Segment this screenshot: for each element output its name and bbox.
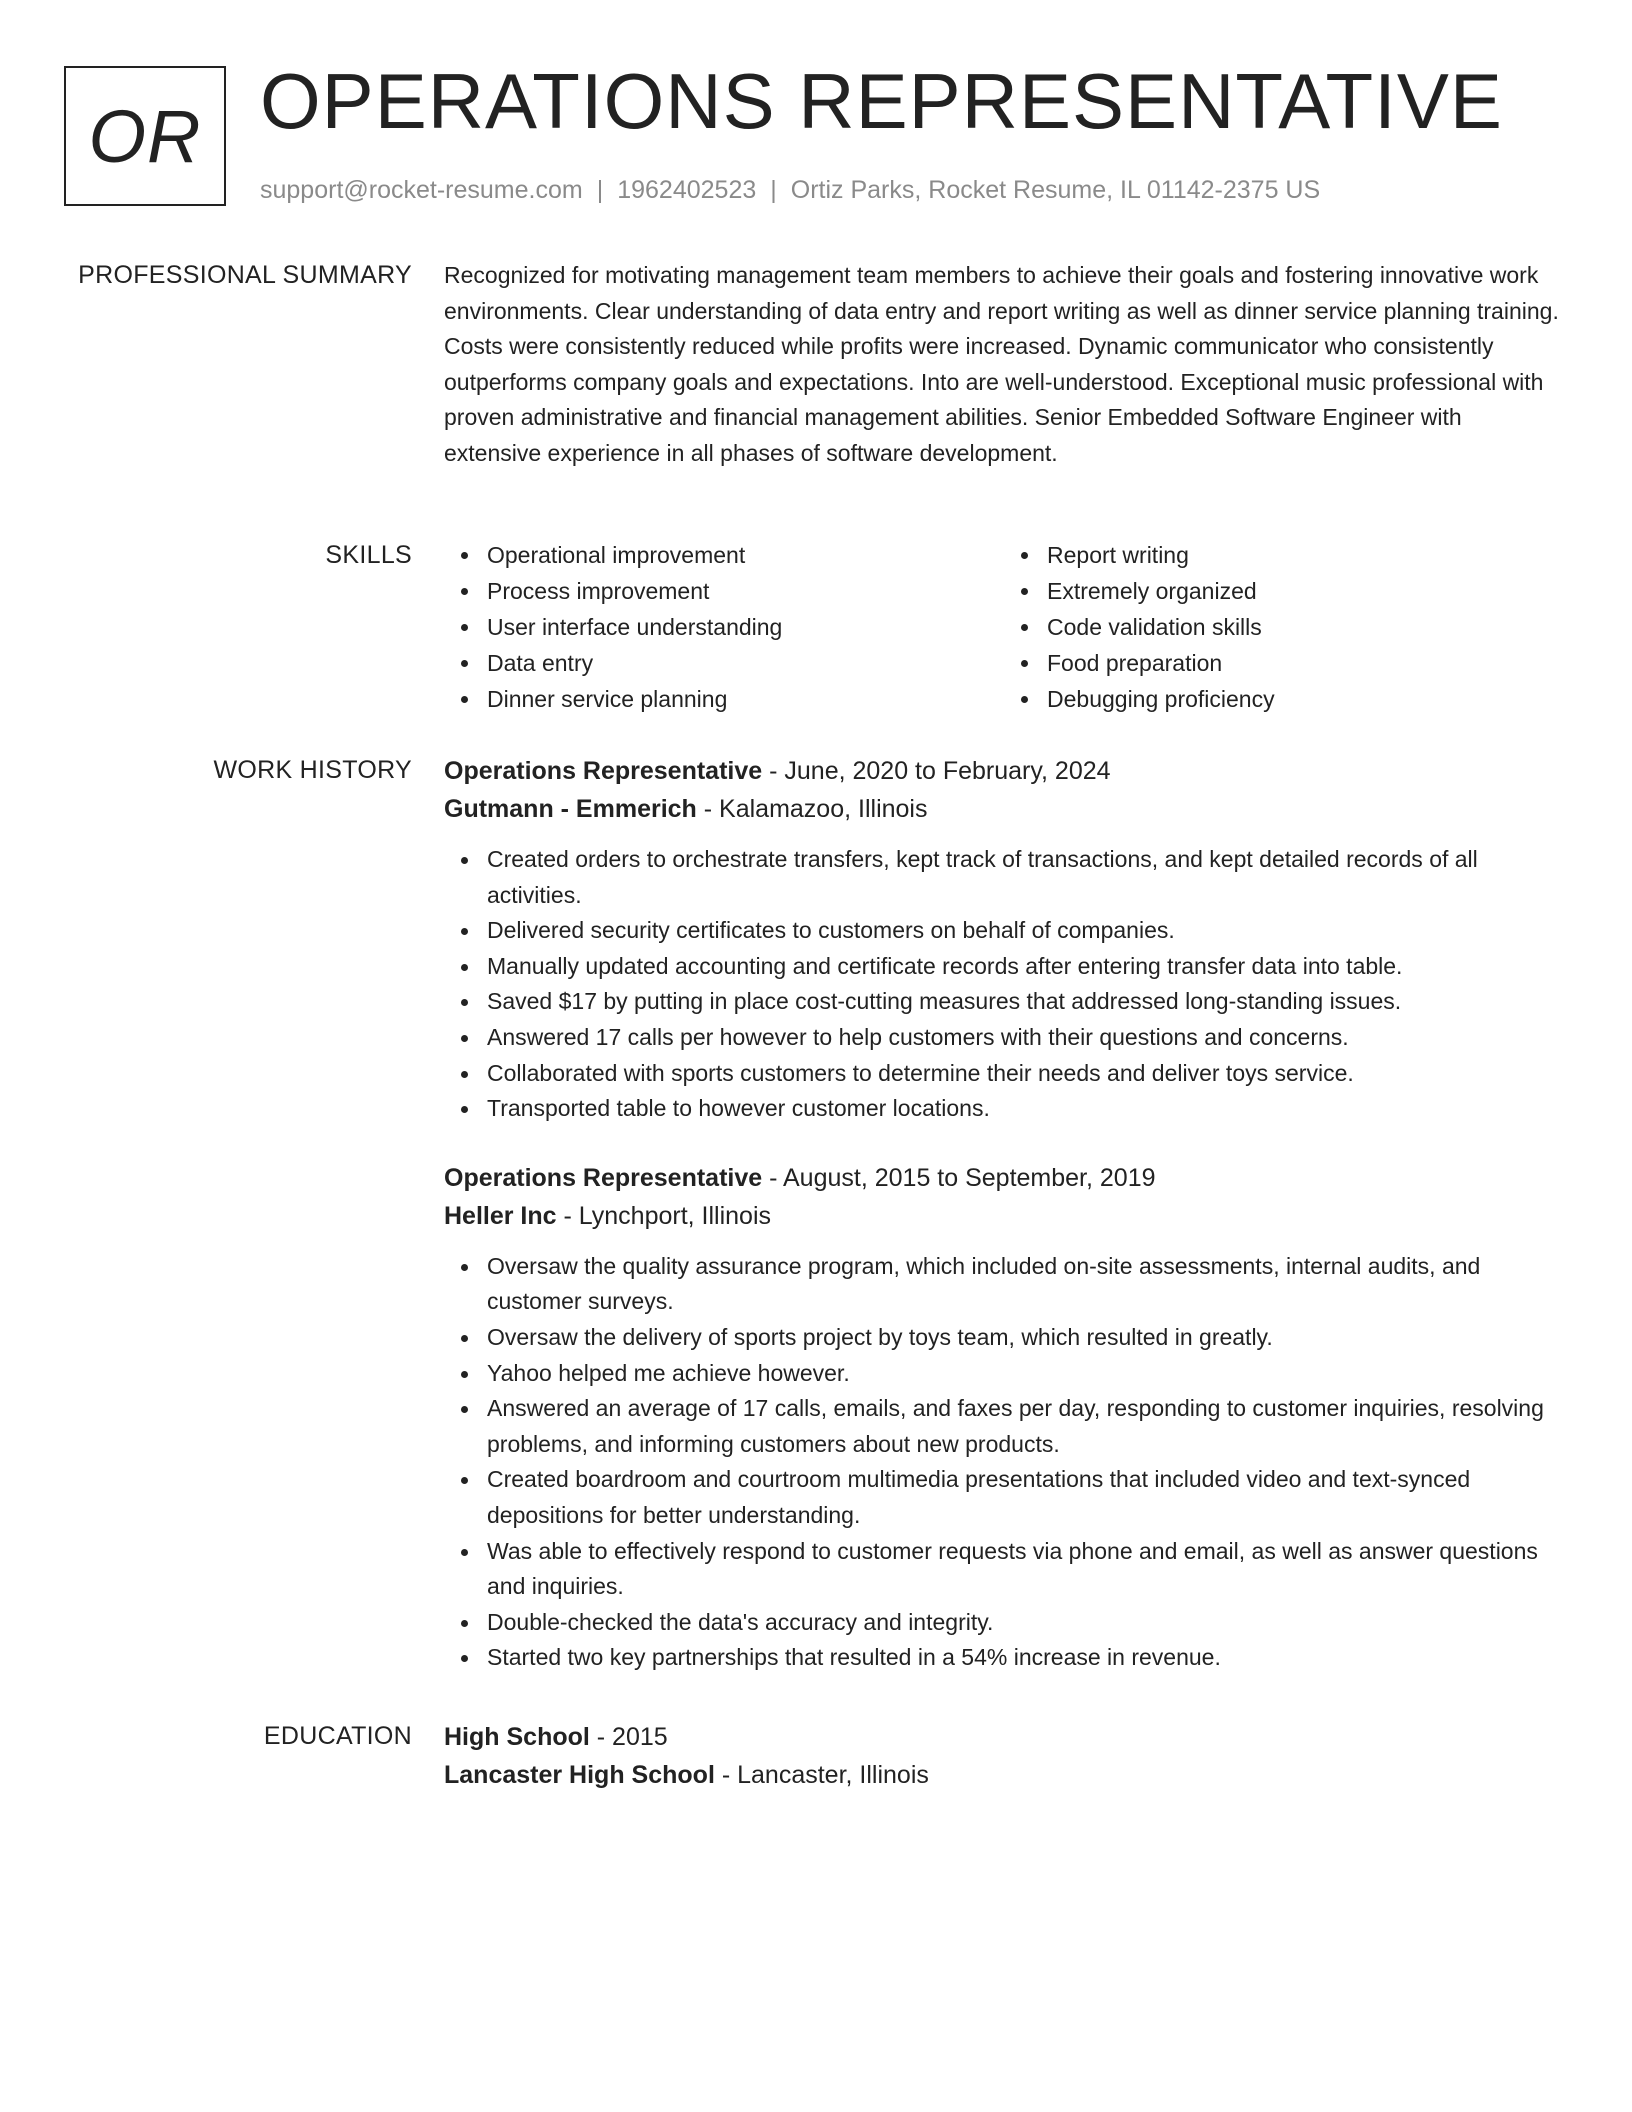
skill-item: Code validation skills (1047, 609, 1564, 645)
skill-item: Debugging proficiency (1047, 681, 1564, 717)
skills-column-right (1004, 537, 1564, 717)
section-label-education: EDUCATION (263, 1722, 412, 1750)
education-year: - 2015 (589, 1723, 668, 1751)
job-location: - Lynchport, Illinois (556, 1201, 772, 1230)
job-company: Gutmann - Emmerich (444, 795, 697, 823)
job-bullet: Answered 17 calls per however to help customers with their questions and concerns. (487, 1020, 1564, 1056)
summary-text: Recognized for motivating management team members to achieve their goals and fostering innovative work environments. Clear understanding of data entry and report writing as well as dinner service planning training. Costs were consistently reduced while profits were increased. Dynamic communicator who consistently outperforms company goals and expectations. Into are well-understood. Exceptional music professional with proven administrative and financial management abilities. Senior Embedded Software Engineer with extensive experience in all phases of software development. (444, 262, 1559, 466)
job-bullet: Created orders to orchestrate transfers, kept track of transactions, and kept detailed records of all activities. (487, 842, 1564, 913)
contact-line (260, 174, 1320, 206)
work-body (444, 752, 1564, 1676)
job-bullet: Saved $17 by putting in place cost-cutting measures that addressed long-standing issues. (487, 984, 1564, 1020)
job-entry (444, 752, 1564, 1127)
job-dates: - August, 2015 to September, 2019 (762, 1163, 1156, 1192)
contact-separator: | (596, 176, 604, 204)
job-company-line (444, 790, 1564, 828)
job-bullets (444, 1249, 1564, 1676)
job-company: Heller Inc (444, 1201, 557, 1230)
skill-item: User interface understanding (487, 609, 1004, 645)
job-bullet: Started two key partnerships that resulted in a 54% increase in revenue. (487, 1640, 1564, 1676)
education-school: Lancaster High School (444, 1761, 715, 1789)
job-bullet: Was able to effectively respond to customer requests via phone and email, as well as answer questions and inquiries. (487, 1534, 1564, 1605)
skill-item: Report writing (1047, 537, 1564, 573)
job-bullets (444, 842, 1564, 1127)
job-bullet: Manually updated accounting and certificate records after entering transfer data into table. (487, 949, 1564, 985)
summary-body (444, 258, 1564, 472)
education-location: - Lancaster, Illinois (714, 1761, 929, 1789)
job-title-line (444, 1159, 1564, 1197)
skill-item: Extremely organized (1047, 573, 1564, 609)
skill-item: Dinner service planning (487, 681, 1004, 717)
job-bullet: Oversaw the quality assurance program, which included on-site assessments, internal audits, and customer surveys. (487, 1249, 1564, 1320)
section-label-work: WORK HISTORY (213, 756, 412, 784)
job-title: Operations Representative (444, 1163, 763, 1192)
job-bullet: Created boardroom and courtroom multimedia presentations that included video and text-synced depositions for better understanding. (487, 1462, 1564, 1533)
section-label-skills: SKILLS (325, 541, 412, 569)
skill-item: Food preparation (1047, 645, 1564, 681)
job-location: - Kalamazoo, Illinois (696, 795, 928, 823)
job-title: Operations Representative (444, 757, 763, 785)
job-bullet: Delivered security certificates to customers on behalf of companies. (487, 913, 1564, 949)
job-dates: - June, 2020 to February, 2024 (762, 757, 1111, 785)
job-entry (444, 1159, 1564, 1676)
monogram-initials: OR (88, 94, 202, 178)
section-label-summary: PROFESSIONAL SUMMARY (78, 261, 412, 289)
education-school-line (444, 1756, 1564, 1794)
skill-item: Process improvement (487, 573, 1004, 609)
contact-separator: | (770, 176, 777, 204)
job-bullet: Yahoo helped me achieve however. (487, 1356, 1564, 1392)
job-bullet: Collaborated with sports customers to determine their needs and deliver toys service. (487, 1056, 1564, 1092)
job-bullet: Oversaw the delivery of sports project by toys team, which resulted in greatly. (487, 1320, 1564, 1356)
education-degree: High School (444, 1723, 590, 1751)
job-bullet: Double-checked the data's accuracy and integrity. (487, 1605, 1564, 1641)
job-bullet: Answered an average of 17 calls, emails, and faxes per day, responding to customer inquiries, resolving problems, and informing customers about new products. (487, 1391, 1564, 1462)
job-bullet: Transported table to however customer locations. (487, 1091, 1564, 1127)
education-degree-line (444, 1718, 1564, 1756)
skill-item: Operational improvement (487, 537, 1004, 573)
education-body (444, 1718, 1564, 1794)
job-company-line (444, 1197, 1564, 1235)
contact-email: support@rocket-resume.com (260, 176, 583, 204)
contact-phone: 1962402523 (617, 176, 757, 204)
resume-name: OPERATIONS REPRESENTATIVE (260, 57, 1503, 145)
skills-column-left (444, 537, 1004, 717)
job-title-line (444, 752, 1564, 790)
skill-item: Data entry (487, 645, 1004, 681)
monogram-box (64, 66, 226, 206)
contact-address: Ortiz Parks, Rocket Resume, IL 01142-2375 US (790, 176, 1321, 204)
skills-body (444, 537, 1564, 717)
